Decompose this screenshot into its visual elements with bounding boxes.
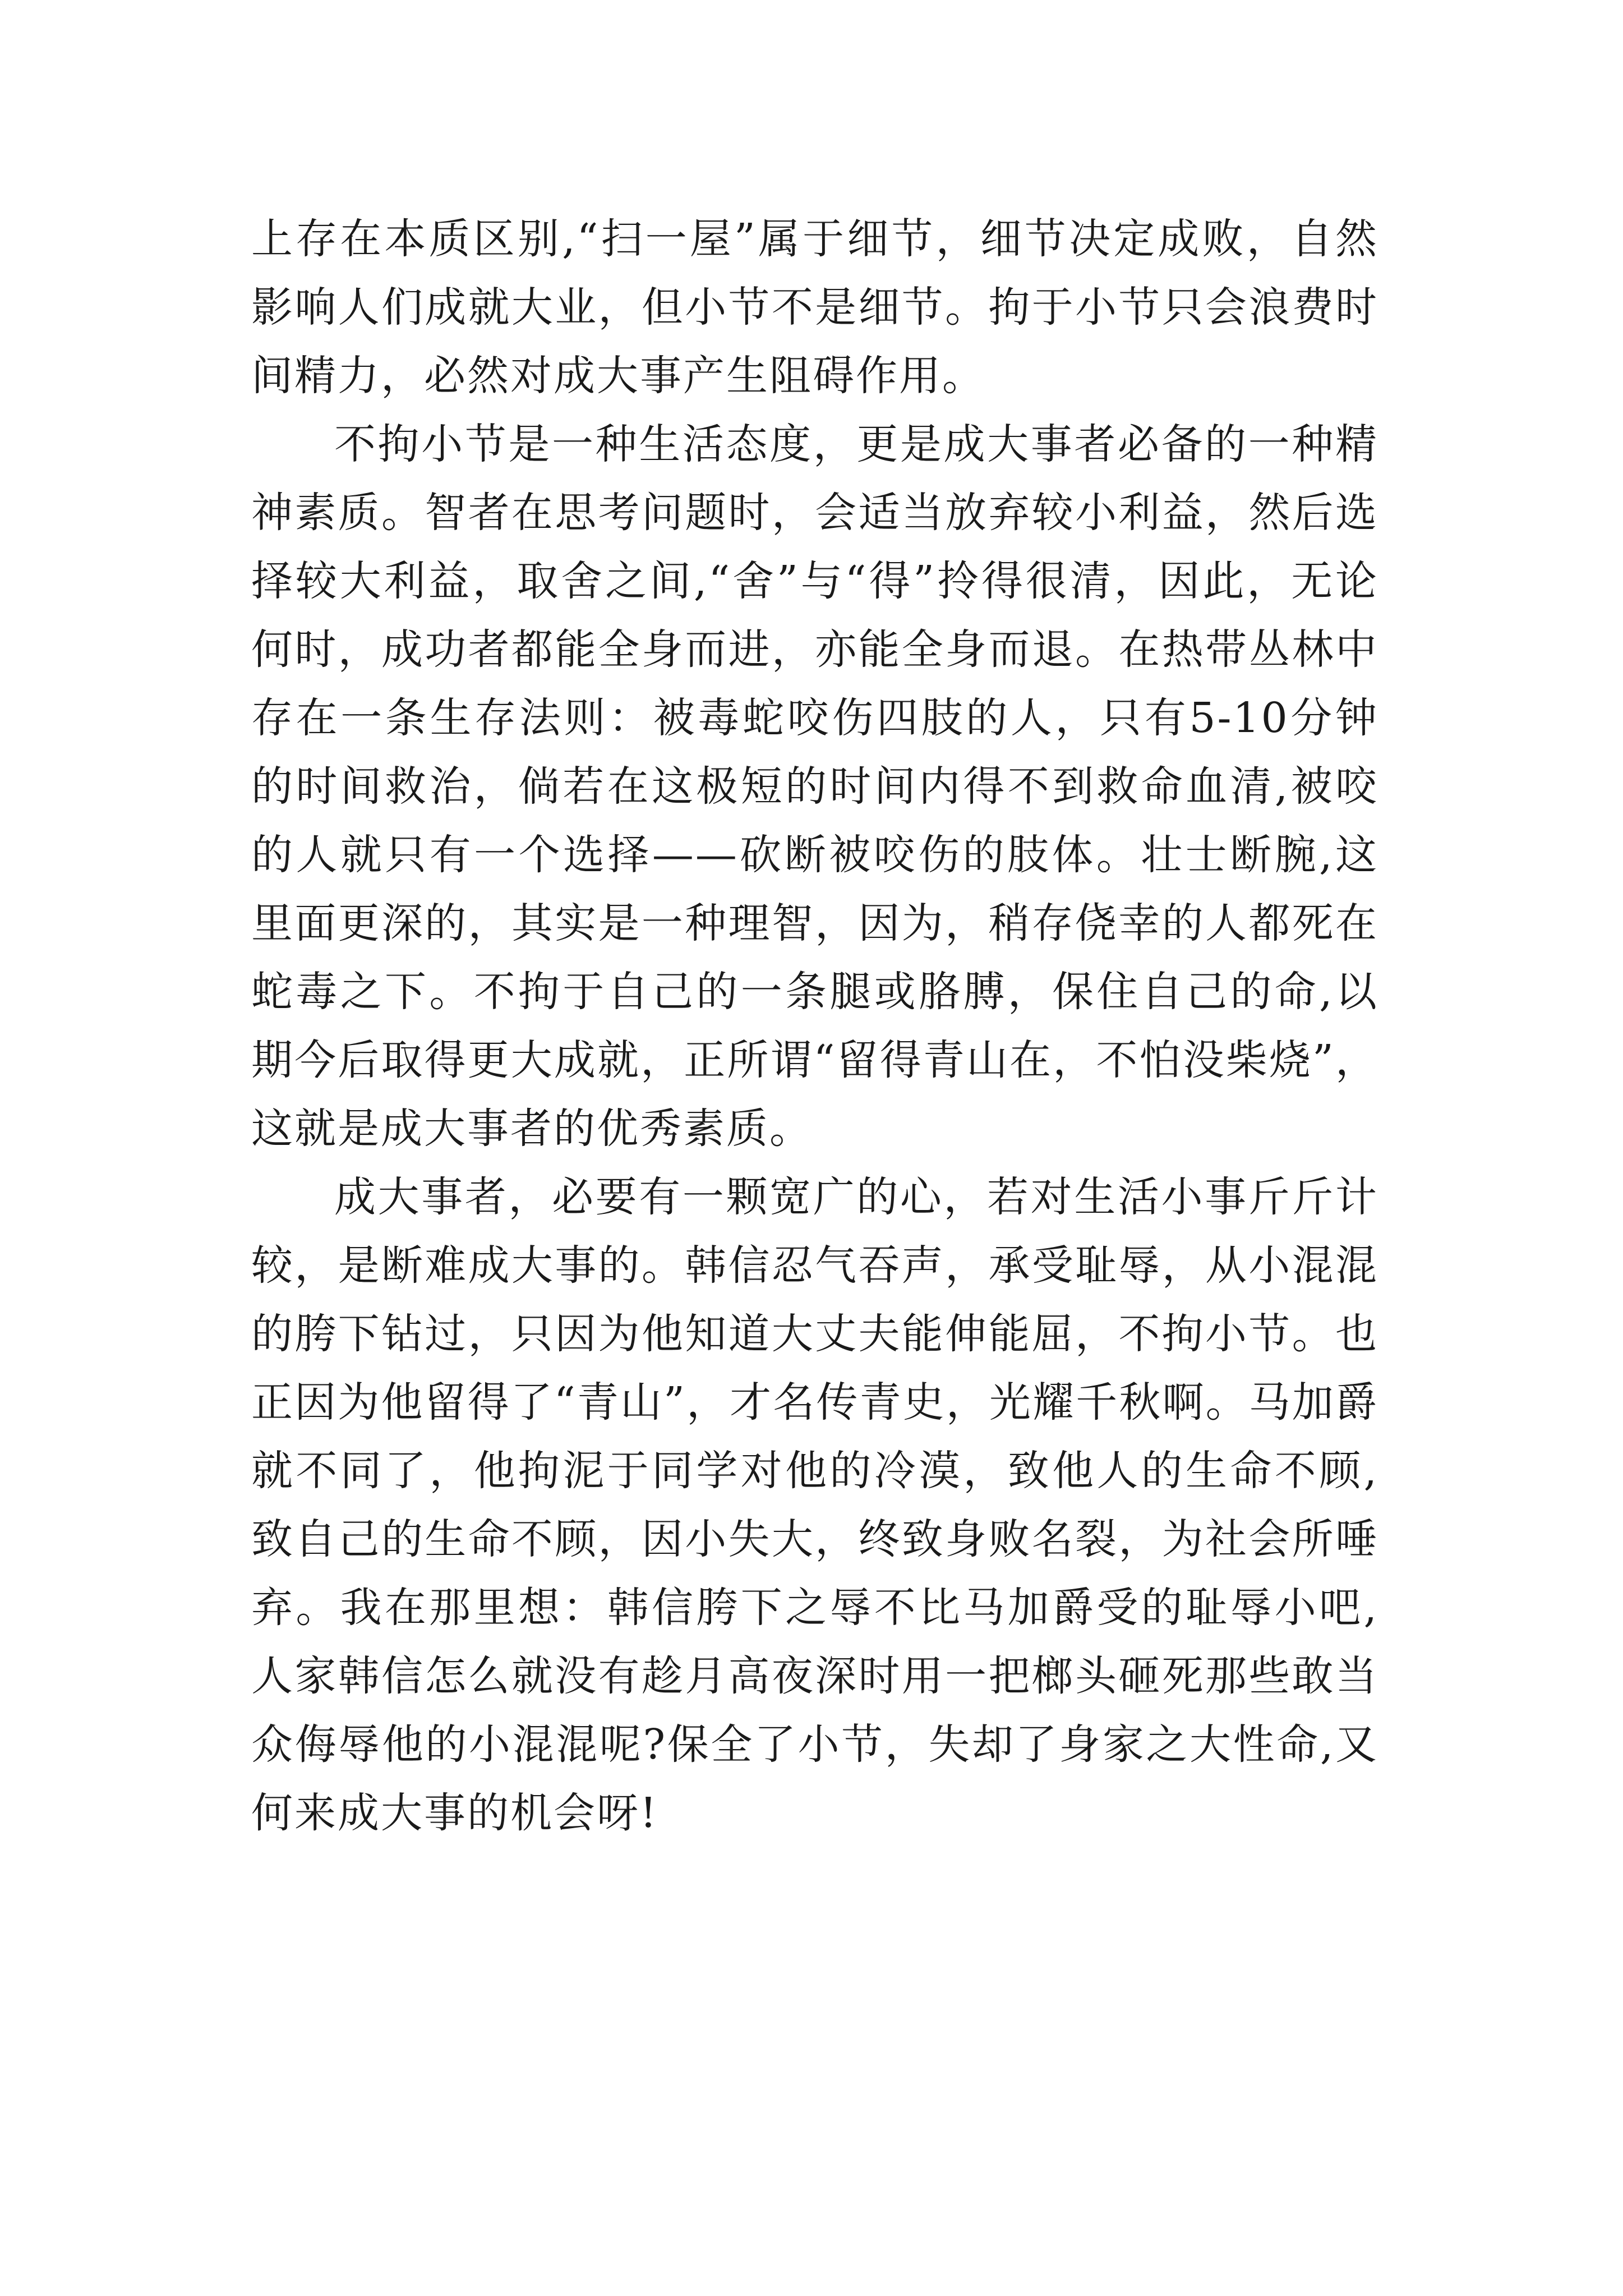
paragraph-1: 上存在本质区别,“扫一屋”属于细节，细节决定成败，自然影响人们成就大业，但小节不是细节。拘于小节只会浪费时间精力，必然对成大事产生阻碍作用。 [251, 215, 1378, 400]
paragraph-3: 成大事者，必要有一颗宽广的心，若对生活小事斤斤计较，是断难成大事的。韩信忍气吞声，承受耻辱，从小混混的胯下钻过，只因为他知道大丈夫能伸能屈，不拘小节。也正因为他留得了“青山”，才名传青史，光耀千秋啊。马加爵就不同了，他拘泥于同学对他的冷漠，致他人的生命不顾,致自己的生命不顾，因小失大，终致身败名裂，为社会所唾弃。我在那里想：韩信胯下之辱不比马加爵受的耻辱小吧,人家韩信怎么就没有趁月高夜深时用一把榔头砸死那些敢当众侮辱他的小混混呢?保全了小节，失却了身家之大性命,又何来成大事的机会呀! [251, 1173, 1378, 1837]
document-body [251, 205, 1378, 1847]
paragraph-2: 不拘小节是一种生活态度，更是成大事者必备的一种精神素质。智者在思考问题时，会适当放弃较小利益，然后选择较大利益，取舍之间,“舍”与“得”拎得很清，因此，无论何时，成功者都能全身而进，亦能全身而退。在热带丛林中存在一条生存法则：被毒蛇咬伤四肢的人，只有5-10分钟的时间救治，倘若在这极短的时间内得不到救命血清,被咬的人就只有一个选择——砍断被咬伤的肢体。壮士断腕,这里面更深的，其实是一种理智，因为，稍存侥幸的人都死在蛇毒之下。不拘于自己的一条腿或胳膊，保住自己的命,以期今后取得更大成就，正所谓“留得青山在，不怕没柴烧”，这就是成大事者的优秀素质。 [251, 420, 1378, 1153]
